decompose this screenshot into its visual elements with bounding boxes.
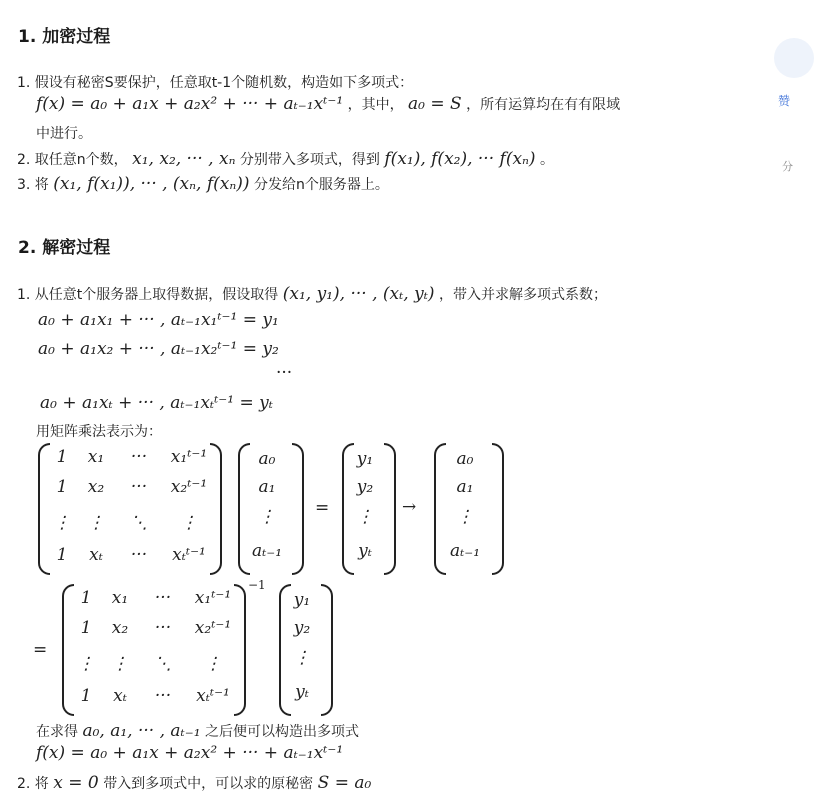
a-vector-result-entry: a₀ xyxy=(456,449,474,469)
equation-1: a₀ + a₁x₁ + ··· , aₜ₋₁x₁ᵗ⁻¹ = y₁ xyxy=(38,310,279,330)
y-vector-entry: yₜ xyxy=(358,541,372,561)
left-paren xyxy=(38,443,50,575)
matrix-cell: ⋮ xyxy=(204,654,222,674)
matrix-cell: ··· xyxy=(130,545,148,565)
equation-t: a₀ + a₁xₜ + ··· , aₜ₋₁xₜᵗ⁻¹ = yₜ xyxy=(40,393,273,413)
y-vector-2-entry: ⋮ xyxy=(293,648,311,668)
secret-result: S = a₀ xyxy=(317,773,372,793)
y-vector-2-entry: y₁ xyxy=(293,590,311,610)
after-prefix: 在求得 xyxy=(36,724,78,740)
a-vector-entry: aₜ₋₁ xyxy=(251,541,283,561)
enc-step1-mid: ，其中， xyxy=(347,97,404,113)
matrix-cell: xₜᵗ⁻¹ xyxy=(196,686,230,706)
matrix-cell: ⋮ xyxy=(180,513,198,533)
matrix-cell: 1 xyxy=(80,686,92,706)
matrix-cell: ⋮ xyxy=(87,513,105,533)
dec-step1 xyxy=(17,284,607,304)
matrix-cell: ··· xyxy=(130,447,148,467)
final-formula: f(x) = a₀ + a₁x + a₂x² + ··· + aₜ₋₁xᵗ⁻¹ xyxy=(36,743,344,763)
inverse-exponent: −1 xyxy=(248,578,266,592)
enc-step3-pairs: (x₁, f(x₁)), ··· , (xₙ, f(xₙ)) xyxy=(53,174,250,194)
right-paren xyxy=(234,584,246,716)
enc-step2-vals: f(x₁), f(x₂), ··· f(xₙ) xyxy=(384,149,536,169)
matrix-cell: ⋮ xyxy=(77,654,95,674)
y-vector-entry: y₁ xyxy=(356,449,374,469)
enc-step1-suffix: ，所有运算均在有有限域 xyxy=(466,97,621,113)
matrix-cell: xₜᵗ⁻¹ xyxy=(172,545,206,565)
equation-2: a₀ + a₁x₂ + ··· , aₜ₋₁x₂ᵗ⁻¹ = y₂ xyxy=(38,339,279,359)
enc-step2-vars: x₁, x₂, ··· , xₙ xyxy=(132,149,236,169)
arrow-icon: → xyxy=(402,497,417,517)
matrix-cell: 1 xyxy=(56,477,68,497)
secret-condition: a₀ = S xyxy=(408,94,462,114)
y-vector-2-entry: yₜ xyxy=(295,682,309,702)
enc-step1 xyxy=(17,72,413,92)
equation-dots: ··· xyxy=(276,363,293,383)
a-vector-entry: a₀ xyxy=(258,449,276,469)
x-zero: x = 0 xyxy=(53,773,99,793)
enc-step2-mid: 分别带入多项式，得到 xyxy=(239,152,380,168)
poly-formula: f(x) = a₀ + a₁x + a₂x² + ··· + aₜ₋₁xᵗ⁻¹ xyxy=(36,94,344,114)
enc-step2-prefix: 2. 取任意n个数， xyxy=(17,152,128,168)
dec-step1-suffix: ，带入并求解多项式系数； xyxy=(438,287,607,303)
matrix-cell: x₁ᵗ⁻¹ xyxy=(170,447,208,467)
matrix-cell: 1 xyxy=(80,588,92,608)
matrix-cell: x₂ xyxy=(111,618,129,638)
equals-sign-2: = xyxy=(33,640,48,660)
matrix-cell: 1 xyxy=(80,618,92,638)
right-paren xyxy=(210,443,222,575)
enc-step1-formula-line xyxy=(36,94,620,114)
matrix-cell: xₜ xyxy=(89,545,103,565)
enc-step1-text: 1. 假设有秘密S要保护，任意取t-1个随机数，构造如下多项式： xyxy=(17,75,414,91)
matrix-cell: x₁ᵗ⁻¹ xyxy=(194,588,232,608)
matrix-cell: ⋱ xyxy=(154,654,172,674)
after-suffix: 之后便可以构造出多项式 xyxy=(204,724,359,740)
matrix-cell: x₂ xyxy=(87,477,105,497)
share-label[interactable]: 分 xyxy=(782,160,793,173)
matrix-cell: ··· xyxy=(130,477,148,497)
a-vector-entry: ⋮ xyxy=(258,507,276,527)
enc-step2-suffix: 。 xyxy=(540,152,555,168)
matrix-cell: ··· xyxy=(154,588,172,608)
enc-step2 xyxy=(17,149,554,169)
avatar[interactable] xyxy=(774,38,814,78)
right-paren xyxy=(292,443,304,575)
equals-sign: = xyxy=(315,498,330,518)
matrix-cell: x₁ xyxy=(87,447,105,467)
dec-step2-mid: 带入到多项式中，可以求的原秘密 xyxy=(103,776,314,792)
matrix-cell: ⋱ xyxy=(130,513,148,533)
right-paren xyxy=(321,584,333,716)
right-paren xyxy=(492,443,504,575)
matrix-cell: xₜ xyxy=(113,686,127,706)
matrix-cell: x₂ᵗ⁻¹ xyxy=(194,618,232,638)
matrix-cell: ··· xyxy=(154,618,172,638)
a-vector-result-entry: aₜ₋₁ xyxy=(449,541,481,561)
enc-step3 xyxy=(17,174,389,194)
matrix-cell: x₂ᵗ⁻¹ xyxy=(170,477,208,497)
dec-step2-prefix: 2. 将 xyxy=(17,776,49,792)
matrix-cell: ··· xyxy=(154,686,172,706)
matrix-cell: ⋮ xyxy=(111,654,129,674)
y-vector-entry: ⋮ xyxy=(356,507,374,527)
dec-step1-prefix: 1. 从任意t个服务器上取得数据，假设取得 xyxy=(17,287,279,303)
matrix-cell: ⋮ xyxy=(53,513,71,533)
left-paren xyxy=(62,584,74,716)
y-vector-2-entry: y₂ xyxy=(293,618,311,638)
enc-step3-suffix: 分发给n个服务器上。 xyxy=(253,177,389,193)
enc-step3-prefix: 3. 将 xyxy=(17,177,49,193)
after-vars: a₀, a₁, ··· , aₜ₋₁ xyxy=(82,721,201,741)
a-vector-result-entry: ⋮ xyxy=(456,507,474,527)
matrix-cell: 1 xyxy=(56,545,68,565)
a-vector-result-entry: a₁ xyxy=(456,477,474,497)
matrix-cell: x₁ xyxy=(111,588,129,608)
right-paren xyxy=(384,443,396,575)
matrix-cell: 1 xyxy=(56,447,68,467)
a-vector-entry: a₁ xyxy=(258,477,276,497)
section-title-encryption: 1. 加密过程 xyxy=(18,27,111,47)
dec-step2 xyxy=(17,773,371,793)
matrix-intro: 用矩阵乘法表示为： xyxy=(36,424,162,440)
after-solve xyxy=(36,721,359,741)
section-title-decryption: 2. 解密过程 xyxy=(18,238,111,258)
dec-step1-pairs: (x₁, y₁), ··· , (xₜ, yₜ) xyxy=(282,284,435,304)
like-label[interactable]: 赞 xyxy=(778,94,791,108)
y-vector-entry: y₂ xyxy=(356,477,374,497)
enc-step1-cont: 中进行。 xyxy=(36,126,92,142)
